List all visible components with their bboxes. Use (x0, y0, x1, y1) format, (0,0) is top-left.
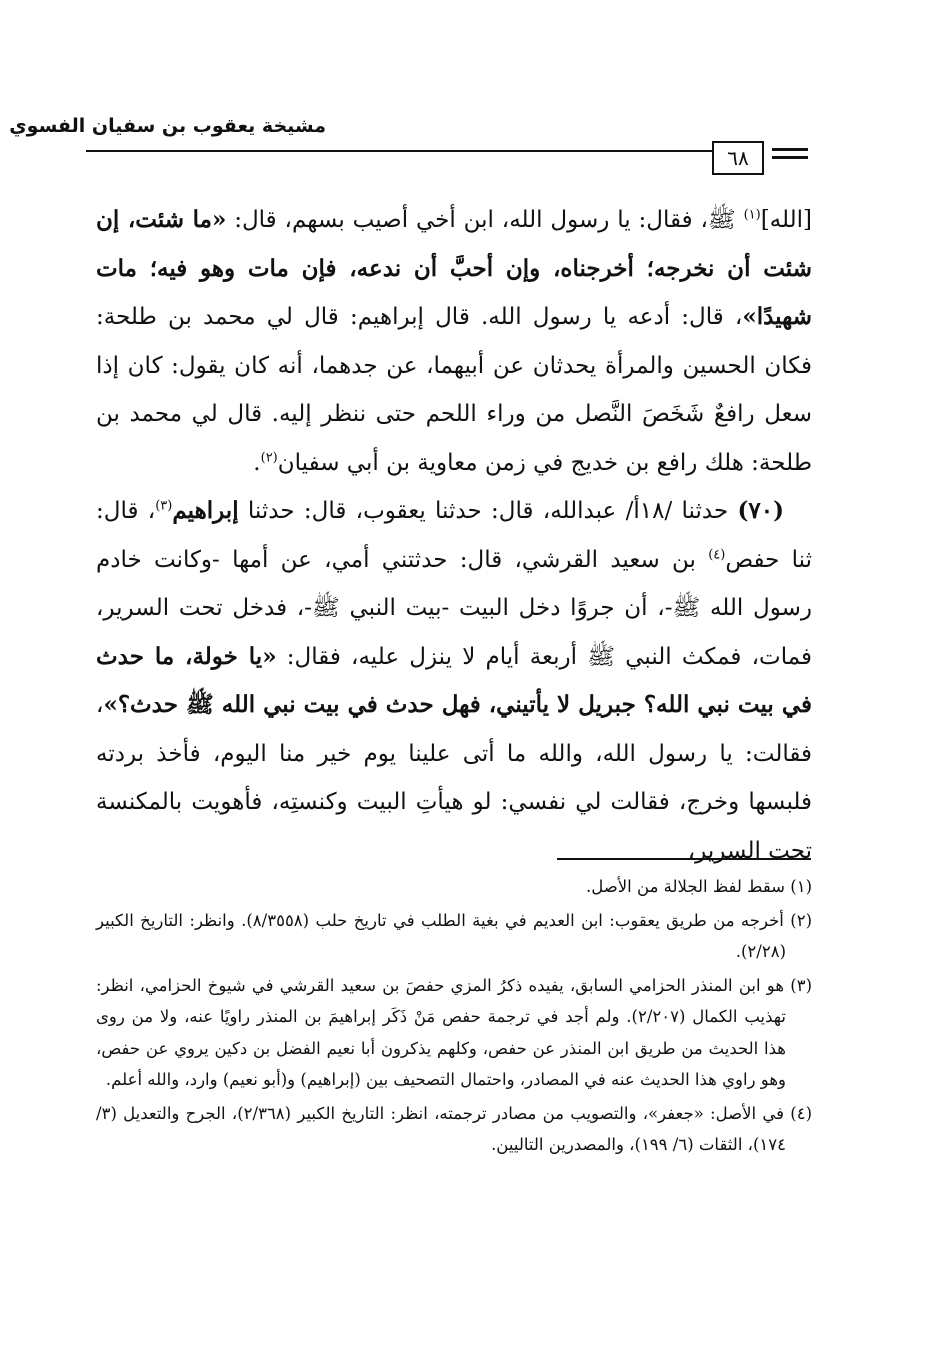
footnote: (١) سقط لفظ الجلالة من الأصل. (586, 877, 812, 896)
footnote: (٤) في الأصل: «جعفر»، والتصويب من مصادر ترجمته، انظر: التاريخ الكبير (٢/٣٦٨)، الجرح والتعديل (٣/ ١٧٤)، الثقات (٦/ ١٩٩)، والمصدرين التاليين. (96, 1103, 812, 1154)
footnote-ref[interactable]: (١) (743, 207, 761, 223)
paragraph (96, 487, 812, 875)
footnote-separator (557, 858, 811, 860)
running-header-title: مشيخة يعقوب بن سفيان الفسوي (9, 115, 326, 137)
text-run: ، قال: ثنا حفص (96, 498, 812, 573)
narrator-name: إبراهيم (172, 497, 239, 524)
footnote-ref[interactable]: (٤) (708, 546, 726, 562)
footnote: (٣) هو ابن المنذر الحزامي السابق، يفيده ذكرُ المزي حفصَ بن سعيد القرشي في شيوخ الحزامي، انظر: تهذيب الكمال (٢/٢٠٧). ولم أجد في ترجمة حفص مَنْ ذَكَر إبراهيمَ بن المنذر راويًا عنه، ولا من روى هذا الحديث من طريق ابن المنذر عن حفص، وكلهم يذكرون أبا نعيم الفضل بن دكين يروي عن حفص، وهو راوي هذا الحديث عنه في المصادر، واحتمال التصحيف بين (إبراهيم) و(أبو نعيم) وارد، والله أعلم. (96, 975, 812, 1089)
text-run: بن سعيد القرشي، قال: حدثتني أمي، عن أمها -وكانت خادم رسول الله ﷺ-، أن جروًا دخل البيت -بيت النبي ﷺ-، فدخل تحت السرير، فمات، فمكث النبي ﷺ أربعة أيام لا ينزل عليه، فقال: (96, 546, 812, 670)
hadith-quote: «ما شئت، إن شئت أن نخرجه؛ أخرجناه، وإن أحبَّ أن ندعه، فإن مات وهو فيه؛ مات شهيدًا» (96, 206, 812, 330)
text-run: ، قال: أدعه يا رسول الله. قال إبراهيم: قال لي محمد بن طلحة: فكان الحسين والمرأة يحدثان عن أبيهما، عن جدهما، أنه كان يقول: كان إذا سعل رافعٌ شَخَصَ النَّصل من وراء اللحم حتى ننظر إليه. قال لي محمد بن طلحة: هلك رافع بن خديج في زمن معاوية بن أبي سفيان (96, 304, 812, 476)
header-ornament (772, 148, 808, 164)
footnotes (96, 871, 812, 1163)
text-run: . (253, 449, 261, 476)
paragraph (96, 196, 812, 487)
header-rule (86, 150, 712, 152)
footnote: (٢) أخرجه من طريق يعقوب: ابن العديم في بغية الطلب في تاريخ حلب (٨/٣٥٥٨). وانظر: التاريخ الكبير (٢/٢٨). (96, 910, 813, 961)
text-run: [الله] (760, 207, 812, 233)
footnote-ref[interactable]: (٣) (155, 498, 173, 514)
main-text (96, 196, 812, 875)
page-number: ٦٨ (712, 141, 764, 175)
text-run: ، فقالت: يا رسول الله، والله ما أتى علينا يوم خير منا اليوم، فأخذ بردته فلبسها وخرج، فقالت لي نفسي: لو هيأتِ البيت وكنستِه، فأهويت بالمكنسة تحت السرير، (96, 692, 812, 864)
hadith-quote: «يا خولة، ما حدث في بيت نبي الله؟ جبريل لا يأتيني، فهل حدث في بيت نبي الله ﷺ حدث؟» (96, 642, 812, 718)
footnote-ref[interactable]: (٢) (260, 449, 278, 465)
text-run: حدثنا /١٨أ/ عبدالله، قال: حدثنا يعقوب، قال: حدثنا (238, 498, 738, 524)
hadith-number: (٧٠) (737, 497, 784, 524)
text-run: ﷺ، فقال: يا رسول الله، ابن أخي أصيب بسهم، قال: (226, 207, 744, 233)
